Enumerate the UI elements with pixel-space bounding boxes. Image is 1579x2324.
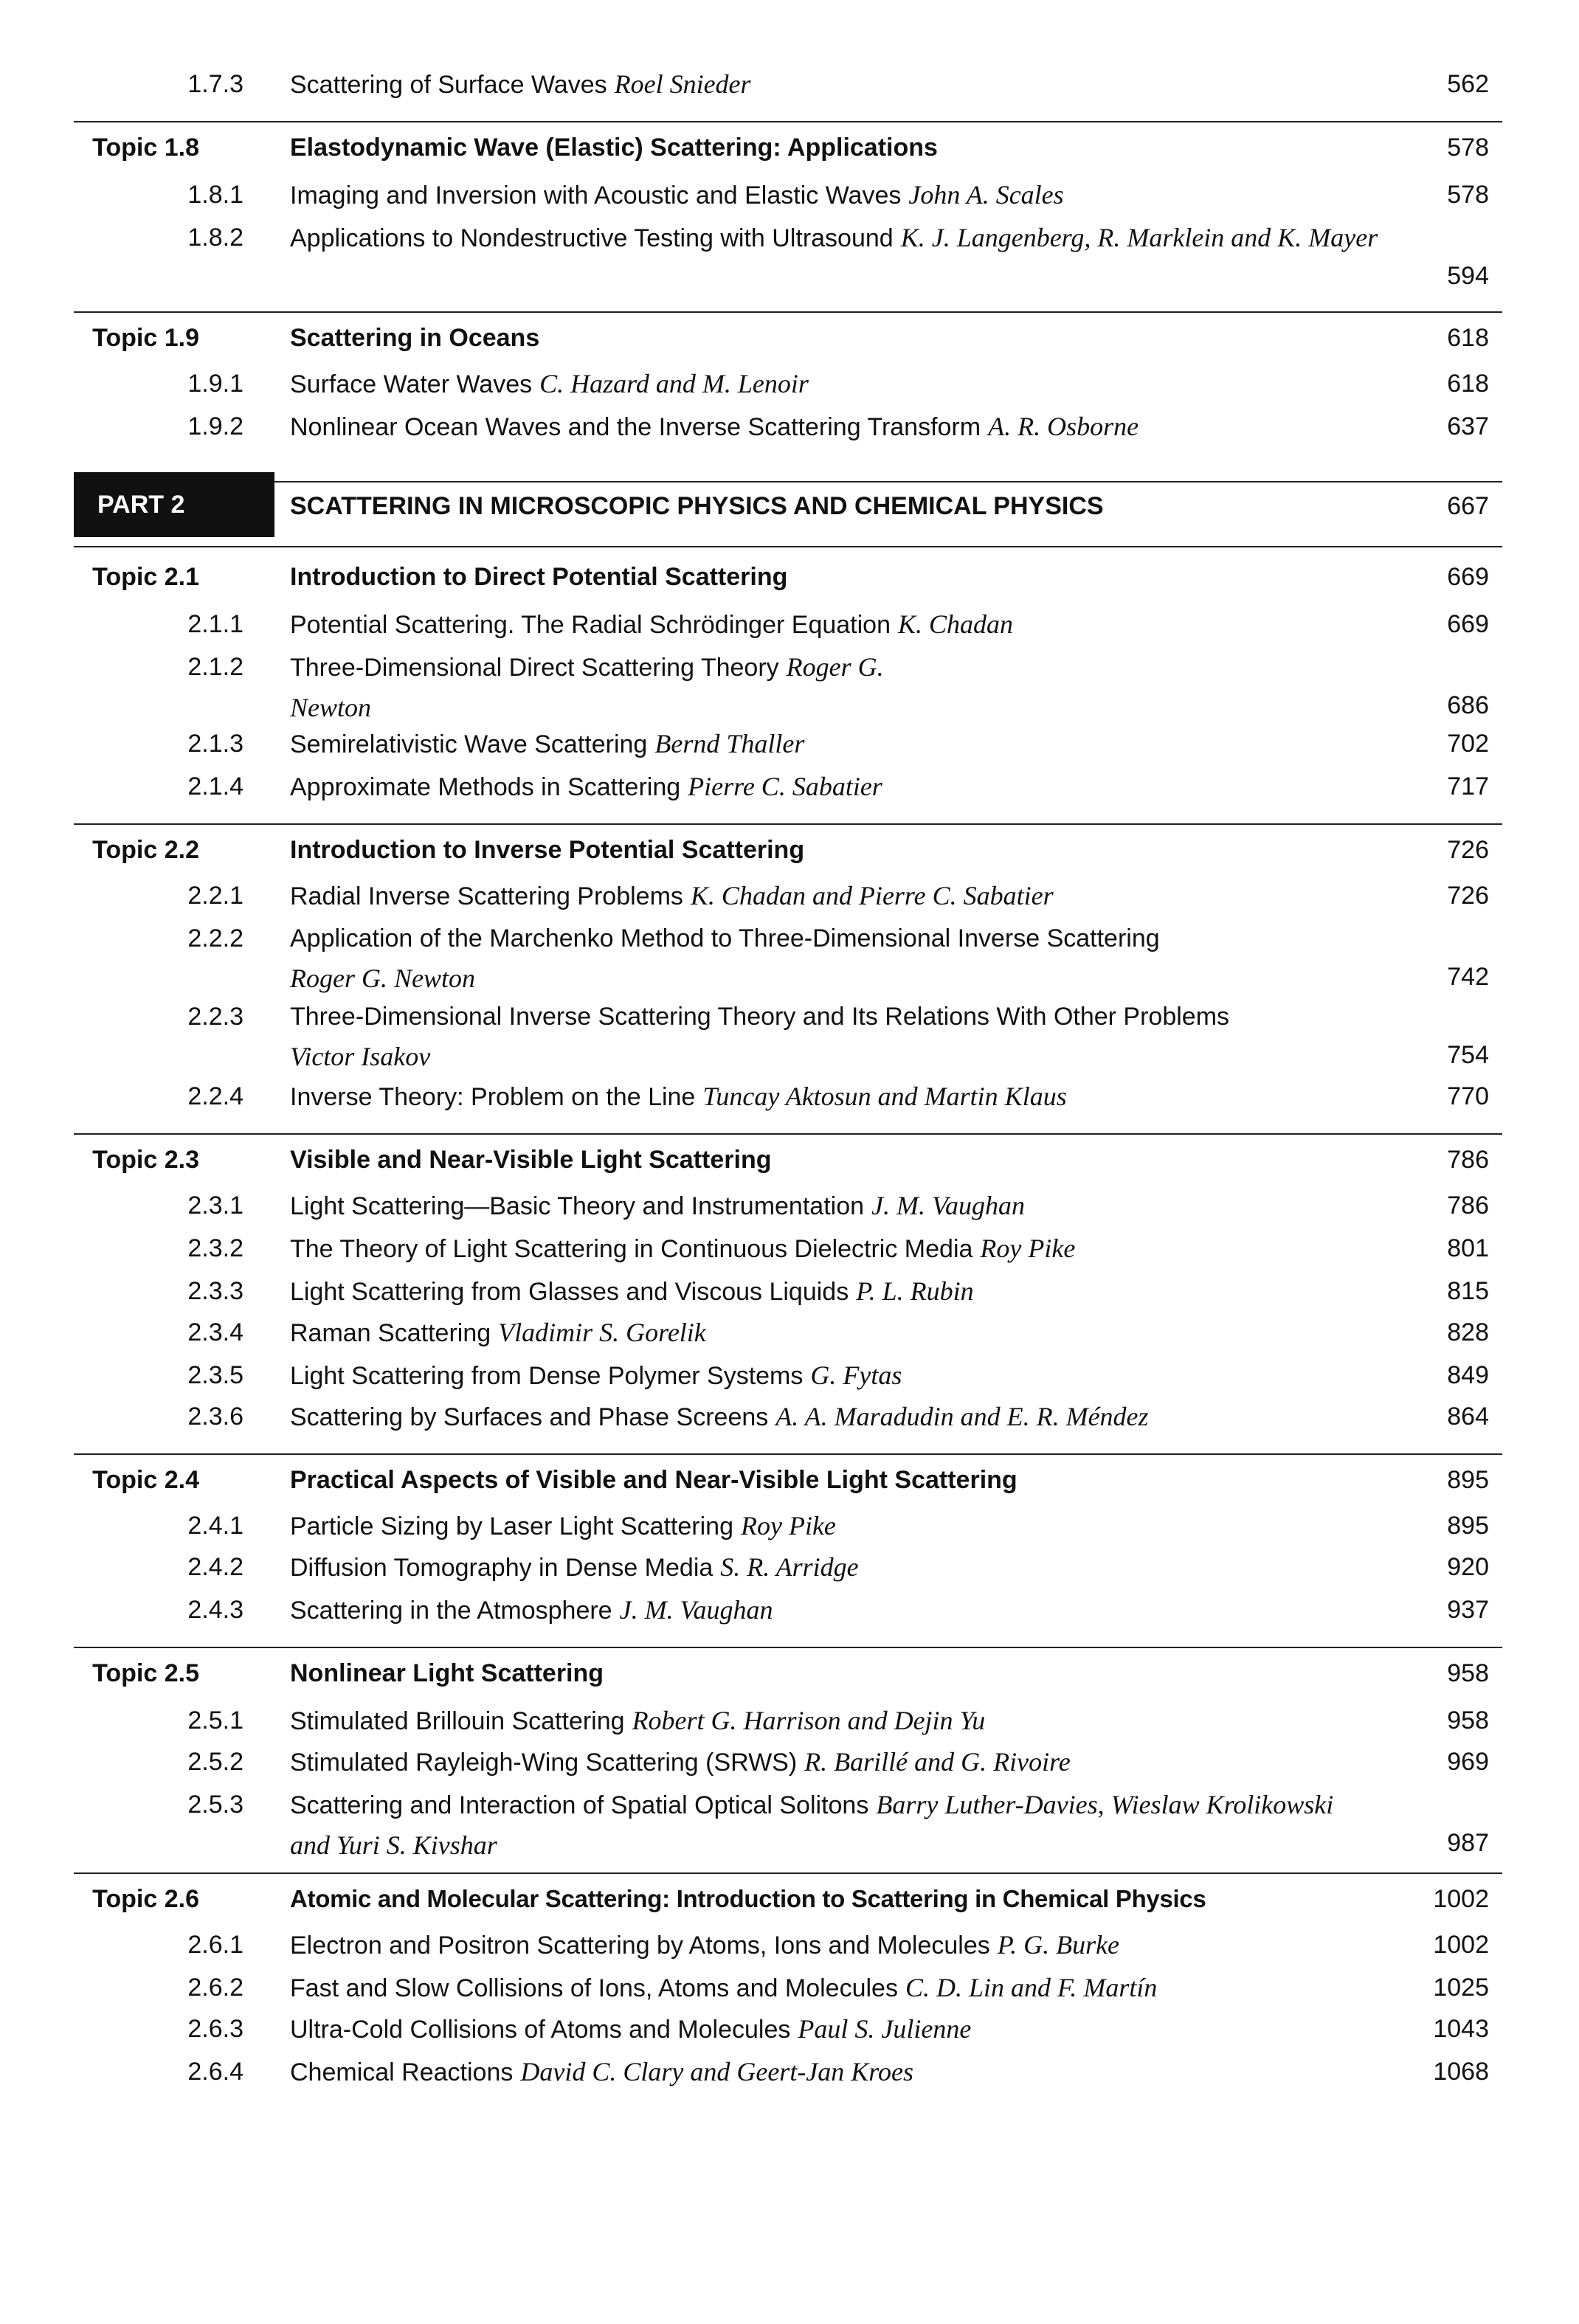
entry-title: Light Scattering—Basic Theory and Instrumentation J. M. Vaughan (290, 1191, 1025, 1220)
topic-title: Introduction to Direct Potential Scattering (290, 563, 788, 591)
entry-page: 969 (1447, 1748, 1489, 1776)
entry-author: John A. Scales (908, 180, 1064, 210)
entry-author: Roger G. Newton (290, 652, 884, 722)
entry-author: J. M. Vaughan (871, 1191, 1025, 1220)
entry-author: Tuncay Aktosun and Martin Klaus (702, 1082, 1067, 1111)
entry-page: 958 (1447, 1706, 1489, 1735)
entry-number: 2.1.1 (187, 610, 243, 638)
topic-label: Topic 2.1 (92, 563, 199, 591)
entry-number: 2.3.6 (187, 1403, 243, 1431)
entry-number: 2.4.2 (187, 1553, 243, 1581)
entry-number: 2.5.1 (187, 1706, 243, 1735)
topic-page: 726 (1447, 836, 1489, 864)
topic-rule (74, 823, 1502, 825)
topic-label: Topic 2.3 (92, 1146, 199, 1174)
entry-author: Vladimir S. Gorelik (498, 1318, 706, 1347)
entry-author: K. Chadan and Pierre C. Sabatier (690, 881, 1054, 910)
topic-label: Topic 2.4 (92, 1466, 199, 1494)
entry-number: 2.6.3 (187, 2015, 243, 2043)
entry-page: 637 (1447, 412, 1489, 440)
topic-title: Scattering in Oceans (290, 324, 540, 352)
part-rule (74, 481, 1502, 483)
entry-author: R. Barillé and G. Rivoire (804, 1747, 1071, 1777)
topic-title: Atomic and Molecular Scattering: Introduction to Scattering in Chemical Physics (290, 1885, 1206, 1912)
entry-title: Semirelativistic Wave Scattering Bernd Thaller (290, 729, 805, 758)
entry-number: 2.4.1 (187, 1512, 243, 1540)
entry-title: Three-Dimensional Inverse Scattering Theory and Its Relations With Other Problems Victor Isakov (290, 997, 1404, 1076)
entry-number: 2.5.3 (187, 1791, 243, 1819)
entry-page: 726 (1447, 882, 1489, 910)
topic-page: 1002 (1433, 1885, 1489, 1913)
entry-page: 815 (1447, 1277, 1489, 1305)
entry-title: Nonlinear Ocean Waves and the Inverse Scattering Transform A. R. Osborne (290, 412, 1139, 441)
topic-title: Elastodynamic Wave (Elastic) Scattering: Applications (290, 134, 938, 162)
entry-number: 1.7.3 (187, 70, 243, 98)
entry-title: The Theory of Light Scattering in Continuous Dielectric Media Roy Pike (290, 1234, 1076, 1263)
topic-rule (74, 121, 1502, 122)
entry-number: 2.5.2 (187, 1748, 243, 1776)
entry-title: Light Scattering from Glasses and Viscous Liquids P. L. Rubin (290, 1276, 974, 1306)
entry-number: 2.2.1 (187, 882, 243, 910)
topic-page: 669 (1447, 563, 1489, 591)
entry-number: 1.8.1 (187, 181, 243, 209)
entry-page: 702 (1447, 730, 1489, 758)
entry-number: 1.9.2 (187, 412, 243, 440)
entry-page: 770 (1447, 1082, 1489, 1110)
entry-page: 864 (1447, 1403, 1489, 1431)
topic-label: Topic 2.5 (92, 1659, 199, 1687)
topic-title: Visible and Near-Visible Light Scattering (290, 1146, 772, 1174)
entry-number: 2.4.3 (187, 1596, 243, 1624)
entry-number: 2.3.2 (187, 1234, 243, 1262)
topic-title: Nonlinear Light Scattering (290, 1659, 604, 1687)
entry-number: 2.2.4 (187, 1082, 243, 1110)
entry-author: C. Hazard and M. Lenoir (539, 369, 809, 398)
entry-author: S. R. Arridge (720, 1552, 859, 1582)
entry-page: 828 (1447, 1318, 1489, 1346)
part-page: 667 (1447, 492, 1489, 520)
entry-page: 717 (1447, 772, 1489, 800)
entry-page: 742 (1447, 963, 1489, 991)
topic-label: Topic 2.6 (92, 1885, 199, 1913)
entry-number: 2.6.1 (187, 1931, 243, 1959)
entry-author: Roger G. Newton (290, 964, 475, 993)
entry-page: 669 (1447, 610, 1489, 638)
entry-author: K. Chadan (898, 609, 1014, 639)
entry-title: Chemical Reactions David C. Clary and Geert-Jan Kroes (290, 2057, 913, 2086)
topic-rule (74, 1647, 1502, 1648)
topic-page: 578 (1447, 134, 1489, 162)
entry-title: Surface Water Waves C. Hazard and M. Lenoir (290, 369, 809, 398)
entry-title: Imaging and Inversion with Acoustic and Elastic Waves John A. Scales (290, 180, 1064, 210)
topic-rule (74, 1133, 1502, 1135)
entry-author: Robert G. Harrison and Dejin Yu (632, 1706, 986, 1735)
entry-author: P. G. Burke (997, 1930, 1120, 1960)
entry-title: Light Scattering from Dense Polymer Systems G. Fytas (290, 1360, 902, 1390)
entry-author: Roy Pike (740, 1511, 836, 1540)
entry-number: 2.3.4 (187, 1318, 243, 1346)
entry-author: Roel Snieder (614, 69, 751, 99)
topic-label: Topic 1.8 (92, 134, 199, 162)
entry-number: 2.3.3 (187, 1277, 243, 1305)
entry-number: 2.1.2 (187, 653, 243, 681)
topic-page: 895 (1447, 1466, 1489, 1494)
entry-page: 1002 (1433, 1931, 1489, 1959)
entry-author: G. Fytas (810, 1360, 902, 1390)
entry-author: C. D. Lin and F. Martín (905, 1973, 1158, 2002)
entry-page: 849 (1447, 1361, 1489, 1389)
entry-author: J. M. Vaughan (619, 1595, 773, 1625)
entry-page: 754 (1447, 1041, 1489, 1069)
topic-page: 958 (1447, 1659, 1489, 1687)
entry-page: 937 (1447, 1596, 1489, 1624)
topic-rule (74, 1872, 1502, 1874)
entry-number: 1.8.2 (187, 224, 243, 252)
entry-number: 2.2.2 (187, 924, 243, 952)
part-rule (74, 546, 1502, 547)
entry-number: 2.1.3 (187, 730, 243, 758)
entry-number: 2.6.2 (187, 1974, 243, 2002)
entry-title: Applications to Nondestructive Testing with Ultrasound K. J. Langenberg, R. Marklein and K. Mayer (290, 223, 1378, 252)
entry-title: Stimulated Brillouin Scattering Robert G. Harrison and Dejin Yu (290, 1706, 986, 1735)
entry-page: 562 (1447, 70, 1489, 98)
entry-number: 2.6.4 (187, 2058, 243, 2086)
entry-author: Pierre C. Sabatier (688, 772, 882, 801)
topic-rule (74, 311, 1502, 313)
entry-page: 618 (1447, 370, 1489, 398)
part-label: PART 2 (74, 472, 274, 537)
entry-page: 920 (1447, 1553, 1489, 1581)
entry-page: 686 (1447, 691, 1489, 719)
entry-author: Bernd Thaller (654, 729, 805, 758)
topic-title: Introduction to Inverse Potential Scattering (290, 836, 805, 864)
topic-label: Topic 2.2 (92, 836, 199, 864)
entry-author: Victor Isakov (290, 1042, 431, 1071)
entry-number: 1.9.1 (187, 370, 243, 398)
entry-title: Raman Scattering Vladimir S. Gorelik (290, 1318, 706, 1347)
entry-author: Roy Pike (980, 1234, 1076, 1263)
entry-title: Approximate Methods in Scattering Pierre C. Sabatier (290, 772, 882, 801)
topic-page: 786 (1447, 1146, 1489, 1174)
entry-title: Potential Scattering. The Radial Schrödinger Equation K. Chadan (290, 609, 1014, 639)
topic-page: 618 (1447, 324, 1489, 352)
entry-title: Scattering and Interaction of Spatial Optical Solitons Barry Luther-Davies, Wieslaw Krolikowski and Yuri S. Kivshar (290, 1790, 1334, 1860)
entry-author: P. L. Rubin (856, 1276, 974, 1306)
entry-number: 2.2.3 (187, 1003, 243, 1031)
entry-title: Electron and Positron Scattering by Atoms, Ions and Molecules P. G. Burke (290, 1930, 1120, 1960)
topic-title: Practical Aspects of Visible and Near-Visible Light Scattering (290, 1466, 1017, 1494)
entry-title: Scattering in the Atmosphere J. M. Vaughan (290, 1595, 773, 1625)
entry-number: 2.3.1 (187, 1192, 243, 1220)
entry-title: Radial Inverse Scattering Problems K. Chadan and Pierre C. Sabatier (290, 881, 1054, 910)
entry-title: Particle Sizing by Laser Light Scattering Roy Pike (290, 1511, 836, 1540)
entry-title: Scattering of Surface Waves Roel Snieder (290, 69, 751, 99)
topic-label: Topic 1.9 (92, 324, 199, 352)
entry-title: Application of the Marchenko Method to Three-Dimensional Inverse Scattering Roger G. Newton (290, 919, 1404, 998)
entry-page: 1043 (1433, 2015, 1489, 2043)
entry-title: Three-Dimensional Direct Scattering Theory Roger G. Newton (290, 652, 884, 722)
entry-author: Barry Luther-Davies, Wieslaw Krolikowski and Yuri S. Kivshar (290, 1790, 1334, 1860)
entry-page: 1025 (1433, 1974, 1489, 2002)
entry-number: 2.3.5 (187, 1361, 243, 1389)
entry-title: Stimulated Rayleigh-Wing Scattering (SRWS) R. Barillé and G. Rivoire (290, 1747, 1071, 1777)
entry-title: Ultra-Cold Collisions of Atoms and Molecules Paul S. Julienne (290, 2014, 972, 2044)
entry-page: 1068 (1433, 2058, 1489, 2086)
entry-title: Fast and Slow Collisions of Ions, Atoms and Molecules C. D. Lin and F. Martín (290, 1973, 1158, 2002)
entry-title: Diffusion Tomography in Dense Media S. R. Arridge (290, 1552, 859, 1582)
entry-author: David C. Clary and Geert-Jan Kroes (520, 2057, 913, 2086)
entry-author: K. J. Langenberg, R. Marklein and K. Mayer (900, 223, 1378, 252)
part-title: SCATTERING IN MICROSCOPIC PHYSICS AND CHEMICAL PHYSICS (290, 492, 1104, 520)
entry-page: 987 (1447, 1829, 1489, 1857)
entry-number: 2.1.4 (187, 772, 243, 800)
entry-page: 895 (1447, 1512, 1489, 1540)
entry-title: Inverse Theory: Problem on the Line Tuncay Aktosun and Martin Klaus (290, 1082, 1067, 1111)
entry-page: 786 (1447, 1192, 1489, 1220)
entry-page: 578 (1447, 181, 1489, 209)
entry-author: A. A. Maradudin and E. R. Méndez (775, 1402, 1149, 1431)
entry-title: Scattering by Surfaces and Phase Screens A. A. Maradudin and E. R. Méndez (290, 1402, 1149, 1431)
entry-page: 594 (1447, 262, 1489, 290)
topic-rule (74, 1453, 1502, 1455)
entry-author: Paul S. Julienne (798, 2014, 972, 2044)
entry-page: 801 (1447, 1234, 1489, 1262)
entry-author: A. R. Osborne (988, 412, 1139, 441)
